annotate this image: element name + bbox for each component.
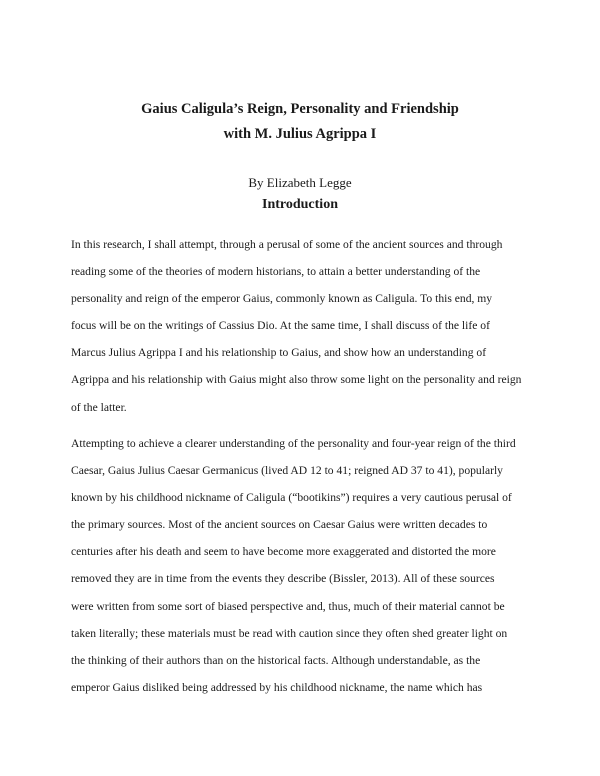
text-line: known by his childhood nickname of Caligula (“bootikins”) requires a very cautious perusal of bbox=[71, 491, 512, 505]
text-line: In this research, I shall attempt, through a perusal of some of the ancient sources and through bbox=[71, 238, 503, 251]
text-line: Caesar, Gaius Julius Caesar Germanicus (lived AD 12 to 41; reigned AD 37 to 41), popularly bbox=[71, 464, 503, 478]
text-line: focus will be on the writings of Cassius Dio. At the same time, I shall discuss of the life of bbox=[71, 319, 490, 333]
text-line: centuries after his death and seem to have become more exaggerated and distorted the more bbox=[71, 545, 496, 559]
text-line: emperor Gaius disliked being addressed by his childhood nickname, the name which has bbox=[71, 680, 483, 694]
text-line: Attempting to achieve a clearer understanding of the personality and four-year reign of the third bbox=[71, 437, 516, 450]
text-line: taken literally; these materials must be read with caution since they often shed greater light on bbox=[71, 626, 508, 640]
text-line: Agrippa and his relationship with Gaius might also throw some light on the personality and reign bbox=[71, 373, 522, 387]
text-line: the primary sources. Most of the ancient sources on Caesar Gaius were written decades to bbox=[71, 518, 488, 532]
text-line: removed they are in time from the events they describe (Bissler, 2013). All of these sources bbox=[71, 572, 495, 586]
text-line: personality and reign of the emperor Gaius, commonly known as Caligula. To this end, my bbox=[71, 292, 493, 306]
paragraph-1 bbox=[71, 237, 551, 427]
title-line-2: with M. Julius Agrippa I bbox=[223, 126, 377, 142]
paragraph-2 bbox=[71, 436, 551, 707]
text-line: reading some of the theories of modern historians, to attain a better understanding of the bbox=[71, 265, 481, 279]
section-heading: Introduction bbox=[262, 197, 338, 212]
text-line: of the latter. bbox=[71, 400, 127, 414]
text-line: were written from some sort of biased perspective and, thus, much of their material cannot be bbox=[71, 599, 505, 613]
title-line-1: Gaius Caligula’s Reign, Personality and Friendship bbox=[141, 101, 459, 117]
text-line: Marcus Julius Agrippa I and his relationship to Gaius, and show how an understanding of bbox=[71, 346, 487, 360]
text-line: the thinking of their authors than on the historical facts. Although understandable, as the bbox=[71, 653, 481, 667]
author-byline: By Elizabeth Legge bbox=[248, 175, 352, 190]
